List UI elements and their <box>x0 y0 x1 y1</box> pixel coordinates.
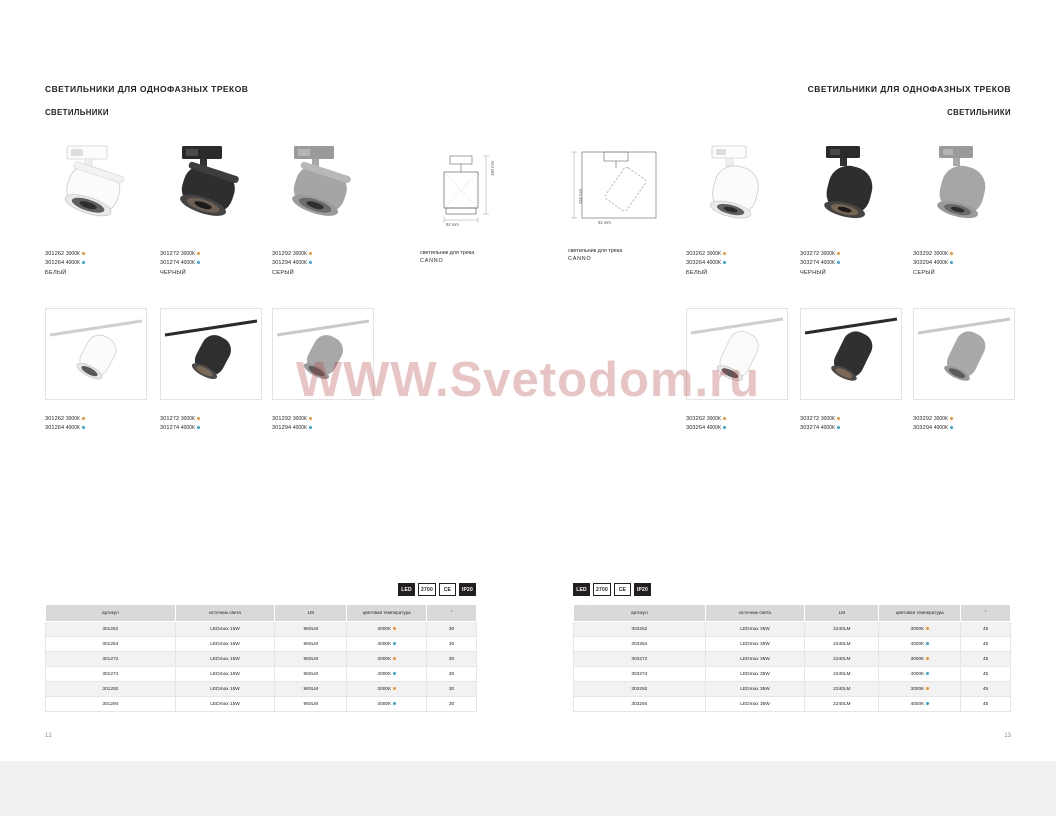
caption-303272: 303272 3000К 303274 4000К ЧЕРНЫЙ <box>800 250 840 278</box>
th-angle: ° <box>427 605 477 622</box>
spec-table-right <box>573 604 1011 712</box>
th-lm: LM <box>805 605 879 622</box>
badge-ip20: IP20 <box>634 583 651 596</box>
drawing-label-left-line2: CANNO <box>420 258 444 264</box>
badge-ip20: IP20 <box>459 583 476 596</box>
th-temp: цветовая температура <box>879 605 961 622</box>
product-photo-303262-white <box>686 140 791 238</box>
product-photo-303272-black <box>800 140 905 238</box>
right-header-title: СВЕТИЛЬНИКИ ДЛЯ ОДНОФАЗНЫХ ТРЕКОВ <box>807 84 1011 94</box>
th-source: источник света <box>705 605 805 622</box>
caption-boxed-303292: 303292 3000К 303294 4000К <box>913 415 953 432</box>
table-row: 301292 LEDmax 15W 960LM 3000К 30 <box>46 682 477 697</box>
badge-2700: 2700 <box>418 583 436 596</box>
dim-width-left: 92 mm <box>446 222 459 227</box>
table-header-row <box>574 605 1011 622</box>
product-photo-boxed-301262 <box>45 308 147 400</box>
caption-301272: 301272 3000К 301274 4000К ЧЕРНЫЙ <box>160 250 200 278</box>
table-header-row <box>46 605 477 622</box>
caption-301292: 301292 3000К 301294 4000К СЕРЫЙ <box>272 250 312 278</box>
badge-ce: CE <box>614 583 631 596</box>
table-row: 301272 LEDmax 15W 960LM 3000К 30 <box>46 652 477 667</box>
product-photo-301292-grey <box>272 140 377 235</box>
product-photo-301262-white <box>45 140 150 235</box>
dim-height-right: 246 mm <box>578 188 583 204</box>
table-row: 301294 LEDmax 15W 960LM 4000К 30 <box>46 697 477 712</box>
product-photo-303292-grey <box>913 140 1018 238</box>
th-lm: LM <box>275 605 347 622</box>
technical-drawing-right <box>568 148 688 262</box>
technical-drawing-left <box>420 150 520 264</box>
th-article: артикул <box>574 605 706 622</box>
table-row: 303292 LEDmax 35W 2240LM 3000К 45 <box>574 682 1011 697</box>
table-row: 303264 LEDmax 35W 2240LM 4000К 45 <box>574 637 1011 652</box>
caption-303262: 303262 3000К 303264 4000К БЕЛЫЙ <box>686 250 726 278</box>
left-header-subtitle: СВЕТИЛЬНИКИ <box>45 108 109 117</box>
caption-boxed-301292: 301292 3000К 301294 4000К <box>272 415 312 432</box>
badge-ce: CE <box>439 583 456 596</box>
caption-boxed-301272: 301272 3000К 301274 4000К <box>160 415 200 432</box>
table-row: 301274 LEDmax 15W 960LM 4000К 30 <box>46 667 477 682</box>
drawing-label-left-line1: светильник для трека <box>420 250 475 256</box>
left-page <box>0 0 528 761</box>
caption-303292: 303292 3000К 303294 4000К СЕРЫЙ <box>913 250 953 278</box>
th-source: источник света <box>175 605 275 622</box>
table-row: 303272 LEDmax 35W 2240LM 3000К 45 <box>574 652 1011 667</box>
product-photo-boxed-301292 <box>272 308 374 400</box>
table-row: 301262 LEDmax 15W 960LM 3000К 30 <box>46 622 477 637</box>
table-row: 303262 LEDmax 35W 2240LM 3000К 45 <box>574 622 1011 637</box>
drawing-label-right-line1: светильник для трека <box>568 248 623 254</box>
page-number-left: 12 <box>45 733 52 739</box>
th-article: артикул <box>46 605 176 622</box>
right-header-subtitle: СВЕТИЛЬНИКИ <box>947 108 1011 117</box>
product-photo-boxed-303262 <box>686 308 788 400</box>
badge-2700: 2700 <box>593 583 611 596</box>
table-row: 303294 LEDmax 35W 2240LM 4000К 45 <box>574 697 1011 712</box>
dim-height-left: 190 mm <box>490 160 495 176</box>
spec-table-left <box>45 604 477 712</box>
product-photo-boxed-303292 <box>913 308 1015 400</box>
page-number-right: 13 <box>1004 733 1011 739</box>
drawing-label-right-line2: CANNO <box>568 256 592 262</box>
badge-led: LED <box>398 583 415 596</box>
badges-left <box>398 583 476 596</box>
badges-right <box>573 583 651 596</box>
caption-boxed-301262: 301262 3000К 301264 4000К <box>45 415 85 432</box>
caption-301262: 301262 3000К 301264 4000К БЕЛЫЙ <box>45 250 85 278</box>
dim-width-right: 92 mm <box>598 220 611 225</box>
product-photo-boxed-303272 <box>800 308 902 400</box>
table-row: 301264 LEDmax 15W 960LM 4000К 30 <box>46 637 477 652</box>
th-angle: ° <box>961 605 1011 622</box>
table-row: 303274 LEDmax 35W 2240LM 4000К 45 <box>574 667 1011 682</box>
left-header-title: СВЕТИЛЬНИКИ ДЛЯ ОДНОФАЗНЫХ ТРЕКОВ <box>45 84 249 94</box>
product-photo-301272-black <box>160 140 265 235</box>
caption-boxed-303262: 303262 3000К 303264 4000К <box>686 415 726 432</box>
caption-boxed-303272: 303272 3000К 303274 4000К <box>800 415 840 432</box>
th-temp: цветовая температура <box>347 605 427 622</box>
right-page <box>528 0 1056 761</box>
watermark-text: WWW.Svetodom.ru <box>295 353 761 407</box>
product-photo-boxed-301272 <box>160 308 262 400</box>
badge-led: LED <box>573 583 590 596</box>
